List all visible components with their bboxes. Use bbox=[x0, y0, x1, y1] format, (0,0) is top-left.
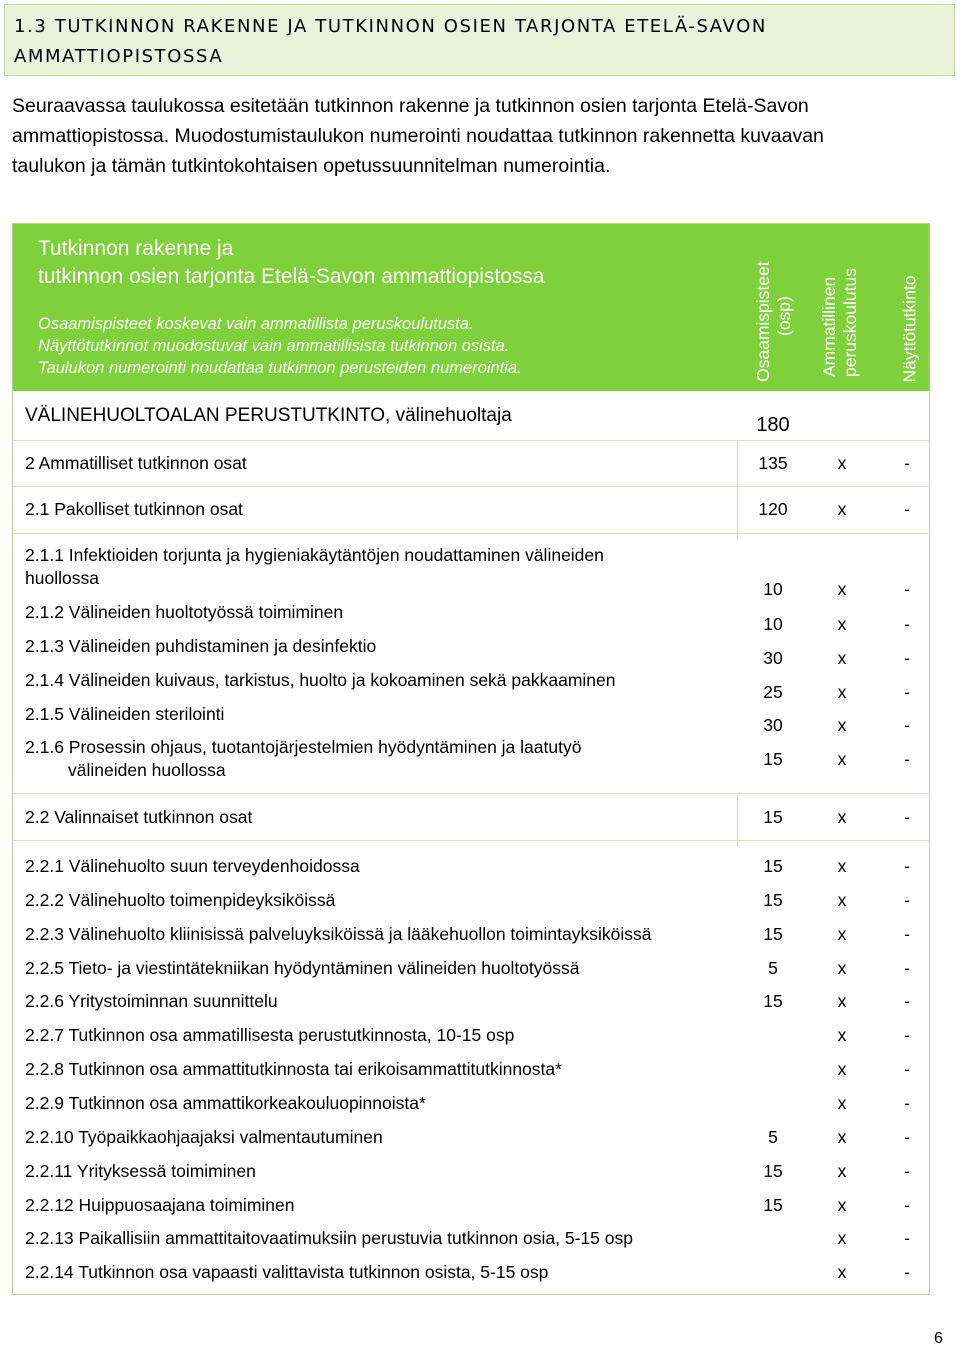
row-divider bbox=[12, 840, 930, 841]
mandatory-unit-nt: - bbox=[904, 614, 910, 634]
row-divider bbox=[12, 440, 930, 441]
optional-unit-label: 2.2.5 Tieto- ja viestintätekniikan hyödyntäminen välineiden huoltotyössä bbox=[25, 957, 580, 978]
mandatory-unit-ap: x bbox=[837, 749, 847, 769]
optional-unit-nt: - bbox=[904, 1092, 910, 1113]
unit-2-1-1-label: 2.1.1 Infektioiden torjunta ja hygieniakäytäntöjen noudattaminen välineiden bbox=[25, 545, 604, 565]
optional-unit-osp: 15 bbox=[763, 991, 783, 1012]
column-header-nayttotutkinto: Näyttötutkinto bbox=[899, 275, 920, 383]
mandatory-unit-osp: 30 bbox=[763, 715, 783, 735]
unit-2-1-5-label: 2.1.5 Välineiden sterilointi bbox=[25, 704, 225, 724]
column-header-osp-line-2: (osp) bbox=[774, 296, 794, 336]
table-note-2: Näyttötutkinnot muodostuvat vain ammatillisista tutkinnon osista. bbox=[38, 337, 510, 355]
mandatory-unit-nt: - bbox=[904, 648, 910, 668]
optional-unit-nt: - bbox=[904, 889, 910, 910]
column-header-osp-line-1: Osaamispisteet bbox=[753, 261, 773, 382]
intro-line-2: ammattiopistossa. Muodostumistaulukon numerointi noudattaa tutkinnon rakennetta kuvaavan bbox=[12, 125, 824, 147]
optional-unit-ap: x bbox=[837, 889, 847, 910]
section-heading-line-2: AMMATTIOPISTOSSA bbox=[14, 46, 224, 67]
optional-unit-label: 2.2.1 Välinehuolto suun terveydenhoidossa bbox=[25, 856, 360, 876]
optional-unit-label: 2.2.9 Tutkinnon osa ammattikorkeakouluopinnoista* bbox=[25, 1092, 426, 1113]
row-divider bbox=[12, 793, 930, 794]
column-header-ammatillinen-line-2: peruskoulutus bbox=[840, 268, 860, 377]
optional-unit-ap: x bbox=[837, 1160, 847, 1181]
optional-unit-osp: 5 bbox=[768, 957, 778, 978]
optional-unit-nt: - bbox=[904, 923, 910, 944]
mandatory-unit-nt: - bbox=[904, 682, 910, 702]
optional-unit-nt: - bbox=[904, 1025, 910, 1046]
optional-unit-ap: x bbox=[837, 923, 847, 944]
optional-unit-ap: x bbox=[837, 957, 847, 978]
section-2-osp: 135 bbox=[758, 453, 788, 473]
optional-unit-label: 2.2.12 Huippuosaajana toimiminen bbox=[25, 1194, 295, 1215]
unit-2-1-6-label-cont: välineiden huollossa bbox=[68, 760, 226, 780]
optional-unit-nt: - bbox=[904, 1194, 910, 1215]
optional-unit-ap: x bbox=[837, 1092, 847, 1113]
unit-2-1-3-label: 2.1.3 Välineiden puhdistaminen ja desinfektio bbox=[25, 636, 377, 656]
optional-unit-label: 2.2.14 Tutkinnon osa vapaasti valittavista tutkinnon osista, 5-15 osp bbox=[25, 1262, 549, 1283]
optional-unit-nt: - bbox=[904, 856, 910, 876]
optional-unit-ap: x bbox=[837, 1262, 847, 1283]
optional-unit-label: 2.2.13 Paikallisiin ammattitaitovaatimuksiin perustuvia tutkinnon osia, 5-15 osp bbox=[25, 1228, 633, 1249]
mandatory-unit-ap: x bbox=[837, 614, 847, 634]
optional-unit-nt: - bbox=[904, 1228, 910, 1249]
section-2-2-ammatillinen: x bbox=[837, 807, 847, 827]
optional-unit-osp: 15 bbox=[763, 856, 783, 876]
section-2-1-nayttotutkinto: - bbox=[904, 499, 910, 519]
optional-unit-nt: - bbox=[904, 1262, 910, 1283]
section-2-1-label: 2.1 Pakolliset tutkinnon osat bbox=[25, 499, 243, 519]
optional-unit-ap: x bbox=[837, 1228, 847, 1249]
unit-2-1-6-label: 2.1.6 Prosessin ohjaus, tuotantojärjestelmien hyödyntäminen ja laatutyö bbox=[25, 737, 582, 757]
mandatory-unit-ap: x bbox=[837, 648, 847, 668]
section-2-1-ammatillinen: x bbox=[837, 499, 847, 519]
unit-2-1-1-label-cont: huollossa bbox=[25, 568, 99, 588]
degree-osp: 180 bbox=[756, 414, 790, 436]
column-header-ammatillinen-line-1: Ammatillinen bbox=[819, 276, 839, 377]
section-2-1-osp: 120 bbox=[758, 499, 788, 519]
optional-unit-osp: 15 bbox=[763, 923, 783, 944]
intro-line-1: Seuraavassa taulukossa esitetään tutkinnon rakenne ja tutkinnon osien tarjonta Etelä-Savon bbox=[12, 95, 809, 117]
mandatory-unit-ap: x bbox=[837, 579, 847, 599]
mandatory-unit-ap: x bbox=[837, 682, 847, 702]
unit-2-1-4-label: 2.1.4 Välineiden kuivaus, tarkistus, huolto ja kokoaminen sekä pakkaaminen bbox=[25, 670, 616, 690]
table-title-line-2: tutkinnon osien tarjonta Etelä-Savon ammattiopistossa bbox=[38, 265, 545, 288]
mandatory-unit-nt: - bbox=[904, 749, 910, 769]
mandatory-unit-nt: - bbox=[904, 579, 910, 599]
table-note-1: Osaamispisteet koskevat vain ammatillista peruskoulutusta. bbox=[38, 315, 474, 333]
mandatory-unit-osp: 25 bbox=[763, 682, 783, 702]
optional-unit-label: 2.2.7 Tutkinnon osa ammatillisesta perustutkinnosta, 10-15 osp bbox=[25, 1025, 515, 1046]
optional-unit-osp: 15 bbox=[763, 889, 783, 910]
optional-unit-nt: - bbox=[904, 957, 910, 978]
optional-unit-label: 2.2.6 Yritystoiminnan suunnittelu bbox=[25, 991, 278, 1012]
optional-unit-ap: x bbox=[837, 1126, 847, 1147]
intro-line-3: taulukon ja tämän tutkintokohtaisen opetussuunnitelman numerointia. bbox=[12, 155, 611, 177]
unit-2-1-2-label: 2.1.2 Välineiden huoltotyössä toimiminen bbox=[25, 602, 344, 622]
section-2-label: 2 Ammatilliset tutkinnon osat bbox=[25, 453, 247, 473]
optional-unit-ap: x bbox=[837, 1194, 847, 1215]
optional-unit-osp: 5 bbox=[768, 1126, 778, 1147]
optional-unit-label: 2.2.8 Tutkinnon osa ammattitutkinnosta tai erikoisammattitutkinnosta* bbox=[25, 1059, 562, 1080]
optional-unit-ap: x bbox=[837, 1025, 847, 1046]
section-2-nayttotutkinto: - bbox=[904, 453, 910, 473]
page-number: 6 bbox=[934, 1330, 943, 1347]
optional-unit-nt: - bbox=[904, 1126, 910, 1147]
optional-unit-ap: x bbox=[837, 1059, 847, 1080]
optional-unit-osp: 15 bbox=[763, 1194, 783, 1215]
mandatory-unit-nt: - bbox=[904, 715, 910, 735]
column-divider bbox=[737, 440, 738, 540]
optional-unit-label: 2.2.3 Välinehuolto kliinisissä palveluyksiköissä ja lääkehuollon toimintayksiköissä bbox=[25, 923, 652, 944]
optional-unit-ap: x bbox=[837, 856, 847, 876]
optional-unit-nt: - bbox=[904, 1059, 910, 1080]
mandatory-unit-osp: 10 bbox=[763, 614, 783, 634]
row-divider bbox=[12, 486, 930, 487]
optional-unit-label: 2.2.2 Välinehuolto toimenpideyksiköissä bbox=[25, 889, 336, 910]
section-2-2-osp: 15 bbox=[763, 807, 783, 827]
degree-title: VÄLINEHUOLTOALAN PERUSTUTKINTO, välinehuoltaja bbox=[25, 405, 512, 426]
table-title-line-1: Tutkinnon rakenne ja bbox=[38, 237, 234, 260]
optional-unit-label: 2.2.11 Yrityksessä toimiminen bbox=[25, 1160, 256, 1181]
optional-unit-ap: x bbox=[837, 991, 847, 1012]
section-2-2-label: 2.2 Valinnaiset tutkinnon osat bbox=[25, 807, 253, 827]
section-heading-line-1: 1.3 TUTKINNON RAKENNE JA TUTKINNON OSIEN TARJONTA ETELÄ-SAVON bbox=[14, 16, 767, 37]
section-2-ammatillinen: x bbox=[837, 453, 847, 473]
mandatory-unit-osp: 30 bbox=[763, 648, 783, 668]
column-divider bbox=[737, 793, 738, 847]
mandatory-unit-ap: x bbox=[837, 715, 847, 735]
row-divider bbox=[12, 533, 930, 534]
optional-unit-label: 2.2.10 Työpaikkaohjaajaksi valmentautuminen bbox=[25, 1126, 383, 1147]
section-heading-box bbox=[4, 4, 955, 76]
optional-unit-nt: - bbox=[904, 991, 910, 1012]
mandatory-unit-osp: 10 bbox=[763, 579, 783, 599]
mandatory-unit-osp: 15 bbox=[763, 749, 783, 769]
table-note-3: Taulukon numerointi noudattaa tutkinnon perusteiden numerointia. bbox=[38, 359, 522, 377]
section-2-2-nayttotutkinto: - bbox=[904, 807, 910, 827]
optional-unit-osp: 15 bbox=[763, 1160, 783, 1181]
optional-unit-nt: - bbox=[904, 1160, 910, 1181]
